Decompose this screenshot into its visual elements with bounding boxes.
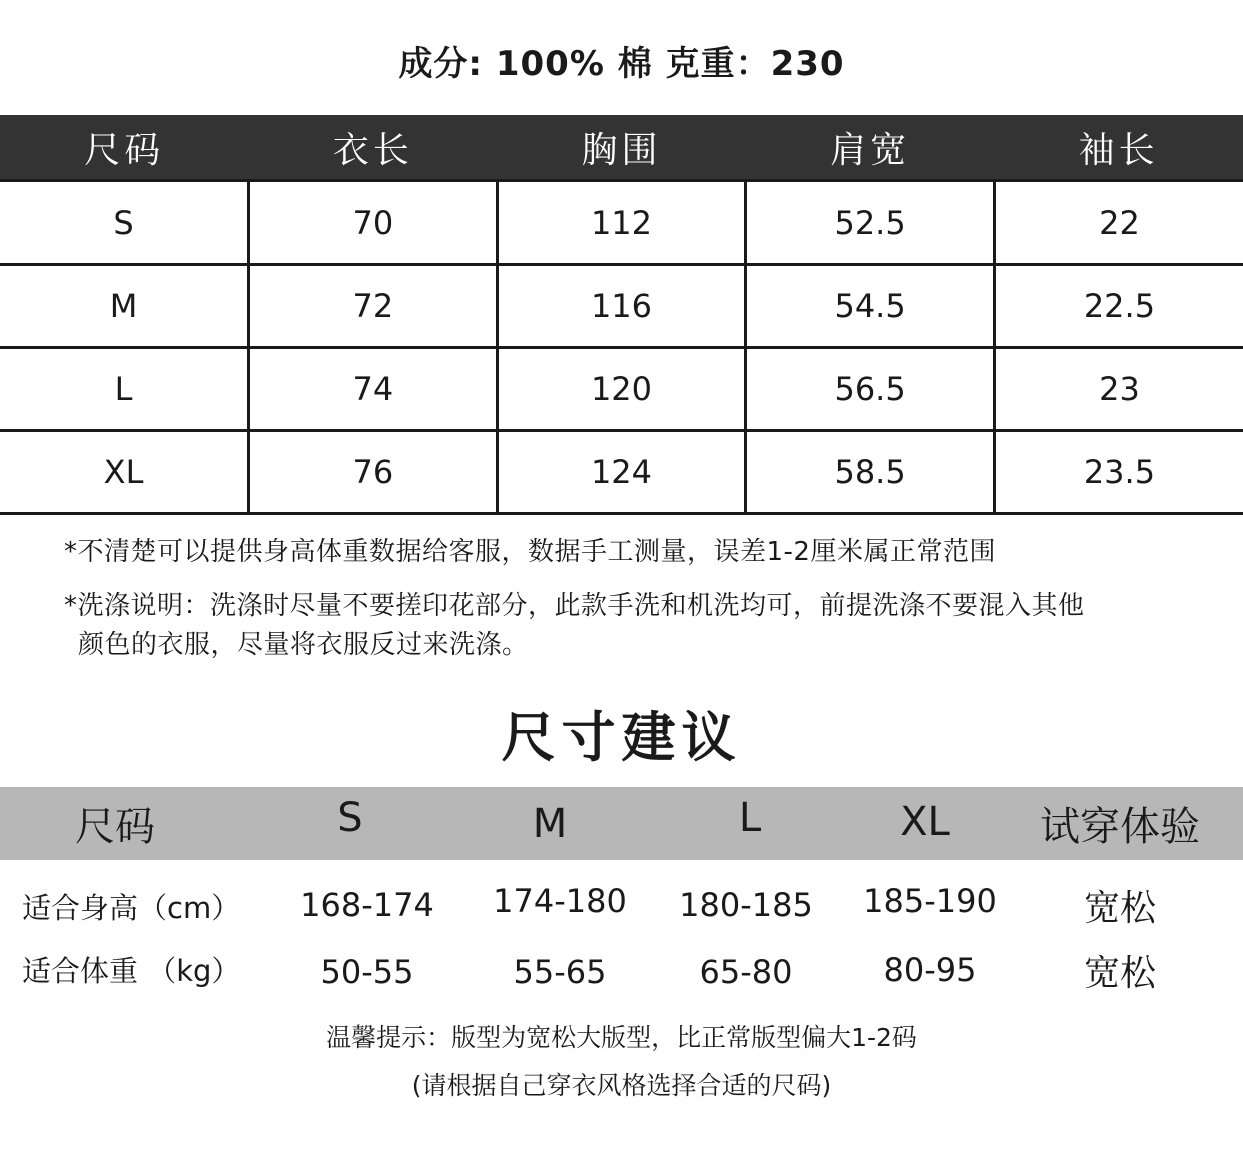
table-cell: 72 <box>249 265 498 348</box>
rec-header-m: M <box>532 801 568 847</box>
table-cell: 23 <box>994 348 1243 431</box>
table-cell: L <box>0 348 249 431</box>
table-cell: 58.5 <box>746 431 995 514</box>
table-row <box>0 181 1243 265</box>
rec-value: 50-55 <box>320 953 414 991</box>
rec-row-label: 适合身高（cm） <box>22 891 241 925</box>
tip-line-1: 温馨提示：版型为宽松大版型，比正常版型偏大1-2码 <box>326 1023 917 1052</box>
rec-header-fit: 试穿体验 <box>1040 804 1200 850</box>
table-cell: 56.5 <box>746 348 995 431</box>
table-cell: 23.5 <box>994 431 1243 514</box>
header-length: 衣长 <box>249 115 498 181</box>
rec-header-size: 尺码 <box>75 804 155 850</box>
table-cell: 112 <box>497 181 746 265</box>
size-recommendation-title: 尺寸建议 <box>501 706 742 769</box>
header-size: 尺码 <box>0 115 249 181</box>
recommendation-row-height <box>0 880 1243 930</box>
size-chart-header-row <box>0 115 1243 181</box>
table-row <box>0 265 1243 348</box>
table-cell: S <box>0 181 249 265</box>
tip-line-2: (请根据自己穿衣风格选择合适的尺码) <box>411 1071 832 1100</box>
header-chest: 胸围 <box>497 115 746 181</box>
page-title: 成分: 100% 棉 克重：230 <box>398 44 845 84</box>
recommendation-row-weight <box>0 945 1243 995</box>
table-cell: 120 <box>497 348 746 431</box>
washing-note-line2: 颜色的衣服，尽量将衣服反过来洗涤。 <box>78 630 529 660</box>
table-cell: 22.5 <box>994 265 1243 348</box>
table-cell: 74 <box>249 348 498 431</box>
table-cell: 52.5 <box>746 181 995 265</box>
table-cell: 124 <box>497 431 746 514</box>
rec-value: 80-95 <box>883 951 977 989</box>
table-cell: M <box>0 265 249 348</box>
table-cell: 22 <box>994 181 1243 265</box>
table-cell: 70 <box>249 181 498 265</box>
rec-value: 65-80 <box>699 953 793 991</box>
washing-note-line1: *洗涤说明：洗涤时尽量不要搓印花部分，此款手洗和机洗均可，前提洗涤不要混入其他 <box>64 591 1085 621</box>
table-cell: 54.5 <box>746 265 995 348</box>
rec-header-l: L <box>738 795 762 841</box>
rec-value: 180-185 <box>679 886 813 924</box>
recommendation-header-row <box>0 787 1243 860</box>
rec-header-s: S <box>337 795 363 841</box>
table-row <box>0 431 1243 514</box>
measurement-note: *不清楚可以提供身高体重数据给客服，数据手工测量，误差1-2厘米属正常范围 <box>64 537 996 567</box>
table-row <box>0 348 1243 431</box>
table-cell: 76 <box>249 431 498 514</box>
rec-value: 55-65 <box>513 953 607 991</box>
rec-value: 174-180 <box>493 882 627 920</box>
rec-row-label: 适合体重 （kg） <box>22 954 241 988</box>
rec-value: 168-174 <box>300 886 434 924</box>
size-chart-table <box>0 115 1243 515</box>
table-cell: 116 <box>497 265 746 348</box>
header-sleeve: 袖长 <box>994 115 1243 181</box>
table-cell: XL <box>0 431 249 514</box>
header-shoulder: 肩宽 <box>746 115 995 181</box>
rec-value: 185-190 <box>863 882 997 920</box>
rec-fit-value: 宽松 <box>1083 953 1156 994</box>
rec-header-xl: XL <box>900 799 950 845</box>
rec-fit-value: 宽松 <box>1083 888 1156 929</box>
